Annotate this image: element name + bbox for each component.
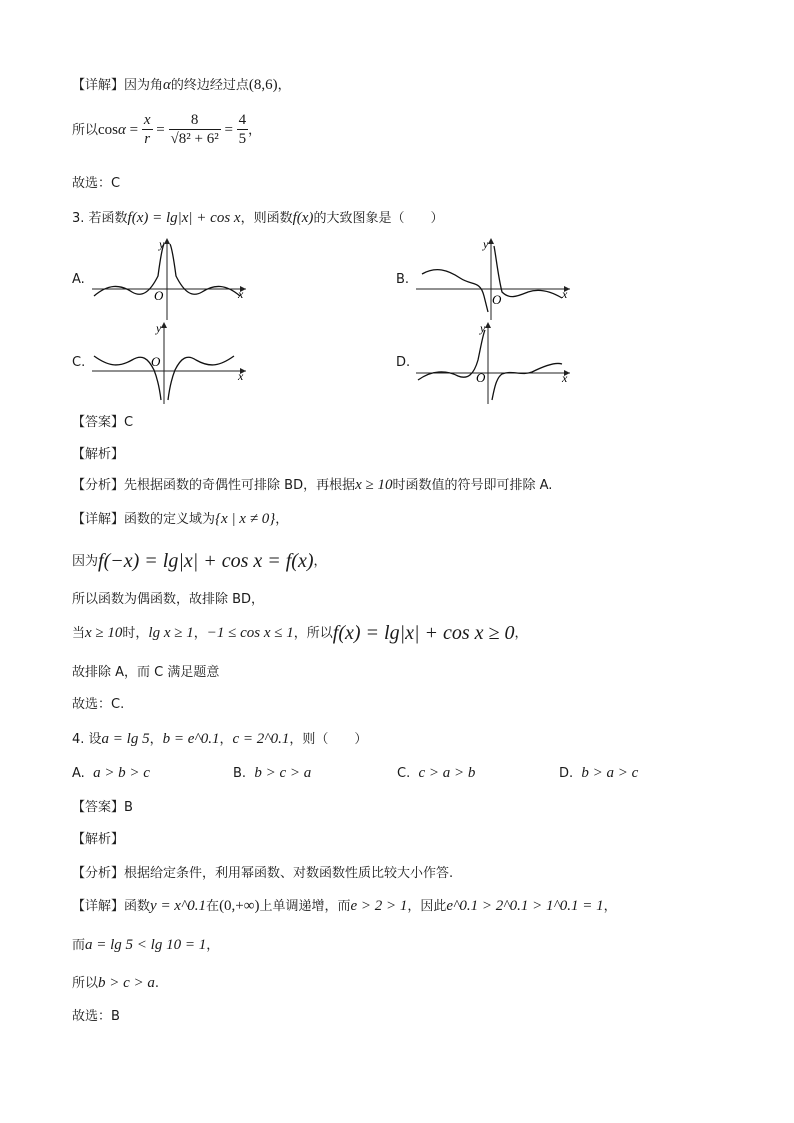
origin-label: O [154,288,164,303]
q3-stem: 3. 若函数f(x) = lg|x| + cos x，则函数f(x)的大致图象是（ ） [72,210,444,226]
graph-option-d[interactable] [412,320,574,406]
graph-option-b[interactable] [412,236,574,322]
q3-fenxi: 【分析】先根据函数的奇偶性可排除 BD，再根据x ≥ 10时函数值的符号即可排除 A. [72,477,553,493]
fraction-4-over-5: $\frac{4}{5}$ [238,112,247,147]
q3-because-line: 因为f(−x) = lg|x| + cos x = f(x)， [72,550,327,572]
origin-label: O [476,370,486,385]
q4-final: 故选：B [72,1009,120,1024]
origin-label: O [492,292,502,307]
q4-detail-line: 【详解】函数y = x^0.1在(0,+∞)上单调递增，而e > 2 > 1，因此e^0.1 > 2^0.1 > 1^0.1 = 1， [72,898,617,914]
y-axis-label: y [156,321,162,335]
q4-jiexi: 【解析】 [72,832,125,847]
x-axis-label: x [238,287,244,301]
y-axis-label: y [483,237,489,251]
q3-when-line: 当x ≥ 10时，lg x ≥ 1，−1 ≤ cos x ≤ 1，所以f(x) = lg|x| + cos x ≥ 0， [72,622,528,644]
q4-option-b[interactable]: B. b > c > a [233,765,312,781]
q3-answer: 【答案】C [72,415,134,430]
detail-tag: 【详解】 [72,78,125,93]
x-axis-label: x [238,369,244,383]
line-detail-1: 【详解】因为角α的终边经过点(8,6)， [72,77,291,93]
x-axis-label: x [562,371,568,385]
option-b-label[interactable]: B. [396,272,410,287]
y-axis-label: y [480,321,486,335]
q3-exclude-line: 故排除 A，而 C 满足题意 [72,665,220,680]
x-axis-label: x [562,287,568,301]
graph-option-a[interactable] [88,236,250,322]
q4-stem: 4. 设a = lg 5，b = e^0.1，c = 2^0.1，则（ ） [72,731,368,747]
q3-even-line: 所以函数为偶函数，故排除 BD， [72,592,265,607]
fraction-8-over-root: $\frac{8}{\text{√8² + 6²}}$ [170,112,219,147]
option-a-label[interactable]: A. [72,272,85,287]
option-d-label[interactable]: D. [396,355,411,370]
q4-option-c[interactable]: C. c > a > b [397,765,476,781]
q3-jiexi: 【解析】 [72,447,125,462]
q3-final: 故选：C. [72,697,125,712]
line-cos-formula: 所以cosα = $\frac{x}{r}$ = $\frac{8}{\text{√8² + 6²}}$ = $\frac{4}{5}$ ， [72,112,262,147]
q4-option-a[interactable]: A. a > b > c [72,765,150,781]
q4-fenxi: 【分析】根据给定条件，利用幂函数、对数函数性质比较大小作答. [72,866,454,881]
q4-er-line: 而a = lg 5 < lg 10 = 1， [72,937,220,953]
y-axis-label: y [159,237,165,251]
q4-answer: 【答案】B [72,800,133,815]
q3-detail-domain: 【详解】函数的定义域为{x | x ≠ 0}， [72,511,289,527]
fraction-x-over-r: $\frac{x}{r}$ [143,112,151,147]
q4-option-d[interactable]: D. b > a > c [559,765,639,781]
origin-label: O [151,354,161,369]
option-c-label[interactable]: C. [72,355,86,370]
graph-option-c[interactable] [88,320,250,406]
answer-q2: 故选：C [72,176,121,191]
q4-so-line: 所以b > c > a. [72,975,160,991]
